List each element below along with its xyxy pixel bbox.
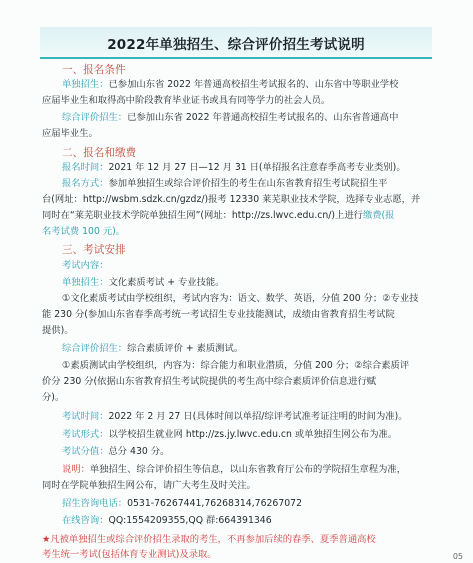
payment-link-continued[interactable]: 名考试费 100 元)。: [42, 226, 126, 237]
label-comprehensive-evaluation: 综合评价招生：: [62, 343, 128, 354]
section-heading-exam-arrangement: 三、考试安排: [62, 244, 126, 256]
label-exam-form: 考试形式：: [62, 429, 109, 440]
paragraph-line: 单独招生：文化素质考试 + 专业技能。: [62, 277, 225, 288]
paragraph-line: 台(网址：http://wsbm.sdzk.cn/gzdz/)报考 12330 莱芜职业技术学院，选择专业志愿，并: [42, 194, 421, 205]
qq-contacts: QQ:1554209355,QQ 群:664391346: [108, 515, 272, 526]
label-single-enrollment: 单独招生：: [62, 277, 109, 288]
paragraph-line: 报名方式：参加单独招生或综合评价招生的考生在山东省教育招生考试院招生平: [62, 178, 388, 189]
payment-link[interactable]: 缴费(报: [362, 210, 395, 221]
label-comprehensive-evaluation: 综合评价招生：: [62, 112, 128, 123]
paragraph-line: 应届毕业生。: [42, 128, 98, 139]
paragraph-line: [62, 496, 302, 512]
title-banner: [40, 27, 432, 59]
paragraph-line: 同时在学院单独招生网公布，请广大考生及时关注。: [42, 480, 256, 491]
label-registration-method: 报名方式：: [62, 178, 109, 189]
paragraph-line: 考试分值：总分 430 分。: [62, 446, 170, 457]
label-exam-time: 考试时间：: [62, 411, 109, 422]
section-heading-requirements: 一、报名条件: [62, 64, 126, 76]
paragraph-line: 单独招生：已参加山东省 2022 年普通高校招生考试报名的、山东省中等职业学校: [62, 79, 399, 90]
page-title: 2022年单独招生、综合评价招生考试说明: [107, 37, 365, 53]
paragraph-line: 同时在“莱芜职业技术学院单独招生网”(网址：http://zs.lwvc.edu.cn/)上进行缴费(报: [42, 210, 395, 221]
phone-numbers[interactable]: 0531-76267441,76268314,76267072: [127, 498, 302, 509]
label-exam-content: 考试内容：: [62, 260, 109, 271]
warning-line: 考生统一考试(包括体育专业测试)及录取。: [42, 549, 217, 560]
paragraph-line: 说明：单独招生、综合评价招生等信息，以山东省教育厅公布的学院招生章程为准，: [62, 464, 407, 475]
paragraph-line: ①文化素质考试由学校组织，考试内容为：语文、数学、英语，分值 200 分；②专业技: [62, 293, 419, 304]
section-heading-registration: 二、报名和缴费: [62, 147, 137, 159]
label-single-enrollment: 单独招生：: [62, 79, 109, 90]
label-note: 说明：: [62, 464, 90, 475]
paragraph-line: 报名时间：2021 年 12 月 27 日—12 月 31 日(单招报名注意春季高考专业类别)。: [62, 162, 406, 173]
label-exam-score: 考试分值：: [62, 446, 109, 457]
label-online-consult: 在线咨询：: [62, 515, 109, 526]
label-registration-time: 报名时间：: [62, 162, 109, 173]
paragraph-line: 能 230 分(参加山东省春季高考统一考试招生专业技能测试，成绩由省教育招生考试院: [42, 309, 395, 320]
warning-line: ★凡被单独招生或综合评价招生录取的考生，不再参加后续的春季、夏季普通高校: [42, 534, 376, 545]
paragraph-line: 应届毕业生和取得高中阶段教育毕业证书或具有同等学力的社会人员。: [42, 95, 331, 106]
paragraph-line: 提供)。: [42, 325, 74, 336]
paragraph-line: 价分 230 分(依据山东省教育招生考试院提供的考生高中综合素质评价信息进行赋: [42, 376, 377, 387]
paragraph-line: ①素质测试由学校组织，内容为：综合能力和职业潜质，分值 200 分；②综合素质评: [62, 360, 410, 371]
paragraph-line: 考试时间：2022 年 2 月 27 日(具体时间以单招/综评考试准考证注明的时间为准)。: [62, 411, 408, 422]
page-number: 05: [452, 552, 463, 561]
paragraph-line: 考试形式：以学校招生就业网 http://zs.jy.lwvc.edu.cn 或单独招生网公布为准。: [62, 429, 398, 440]
paragraph-line: [62, 513, 272, 529]
paragraph-line: 综合评价招生：综合素质评价 + 素质测试。: [62, 343, 244, 354]
paragraph-line: 分)。: [42, 392, 65, 403]
paragraph-line: 综合评价招生：已参加山东省 2022 年普通高校招生考试报名的、山东省普通高中: [62, 112, 399, 123]
label-phone: 招生咨询电话：: [62, 498, 128, 509]
